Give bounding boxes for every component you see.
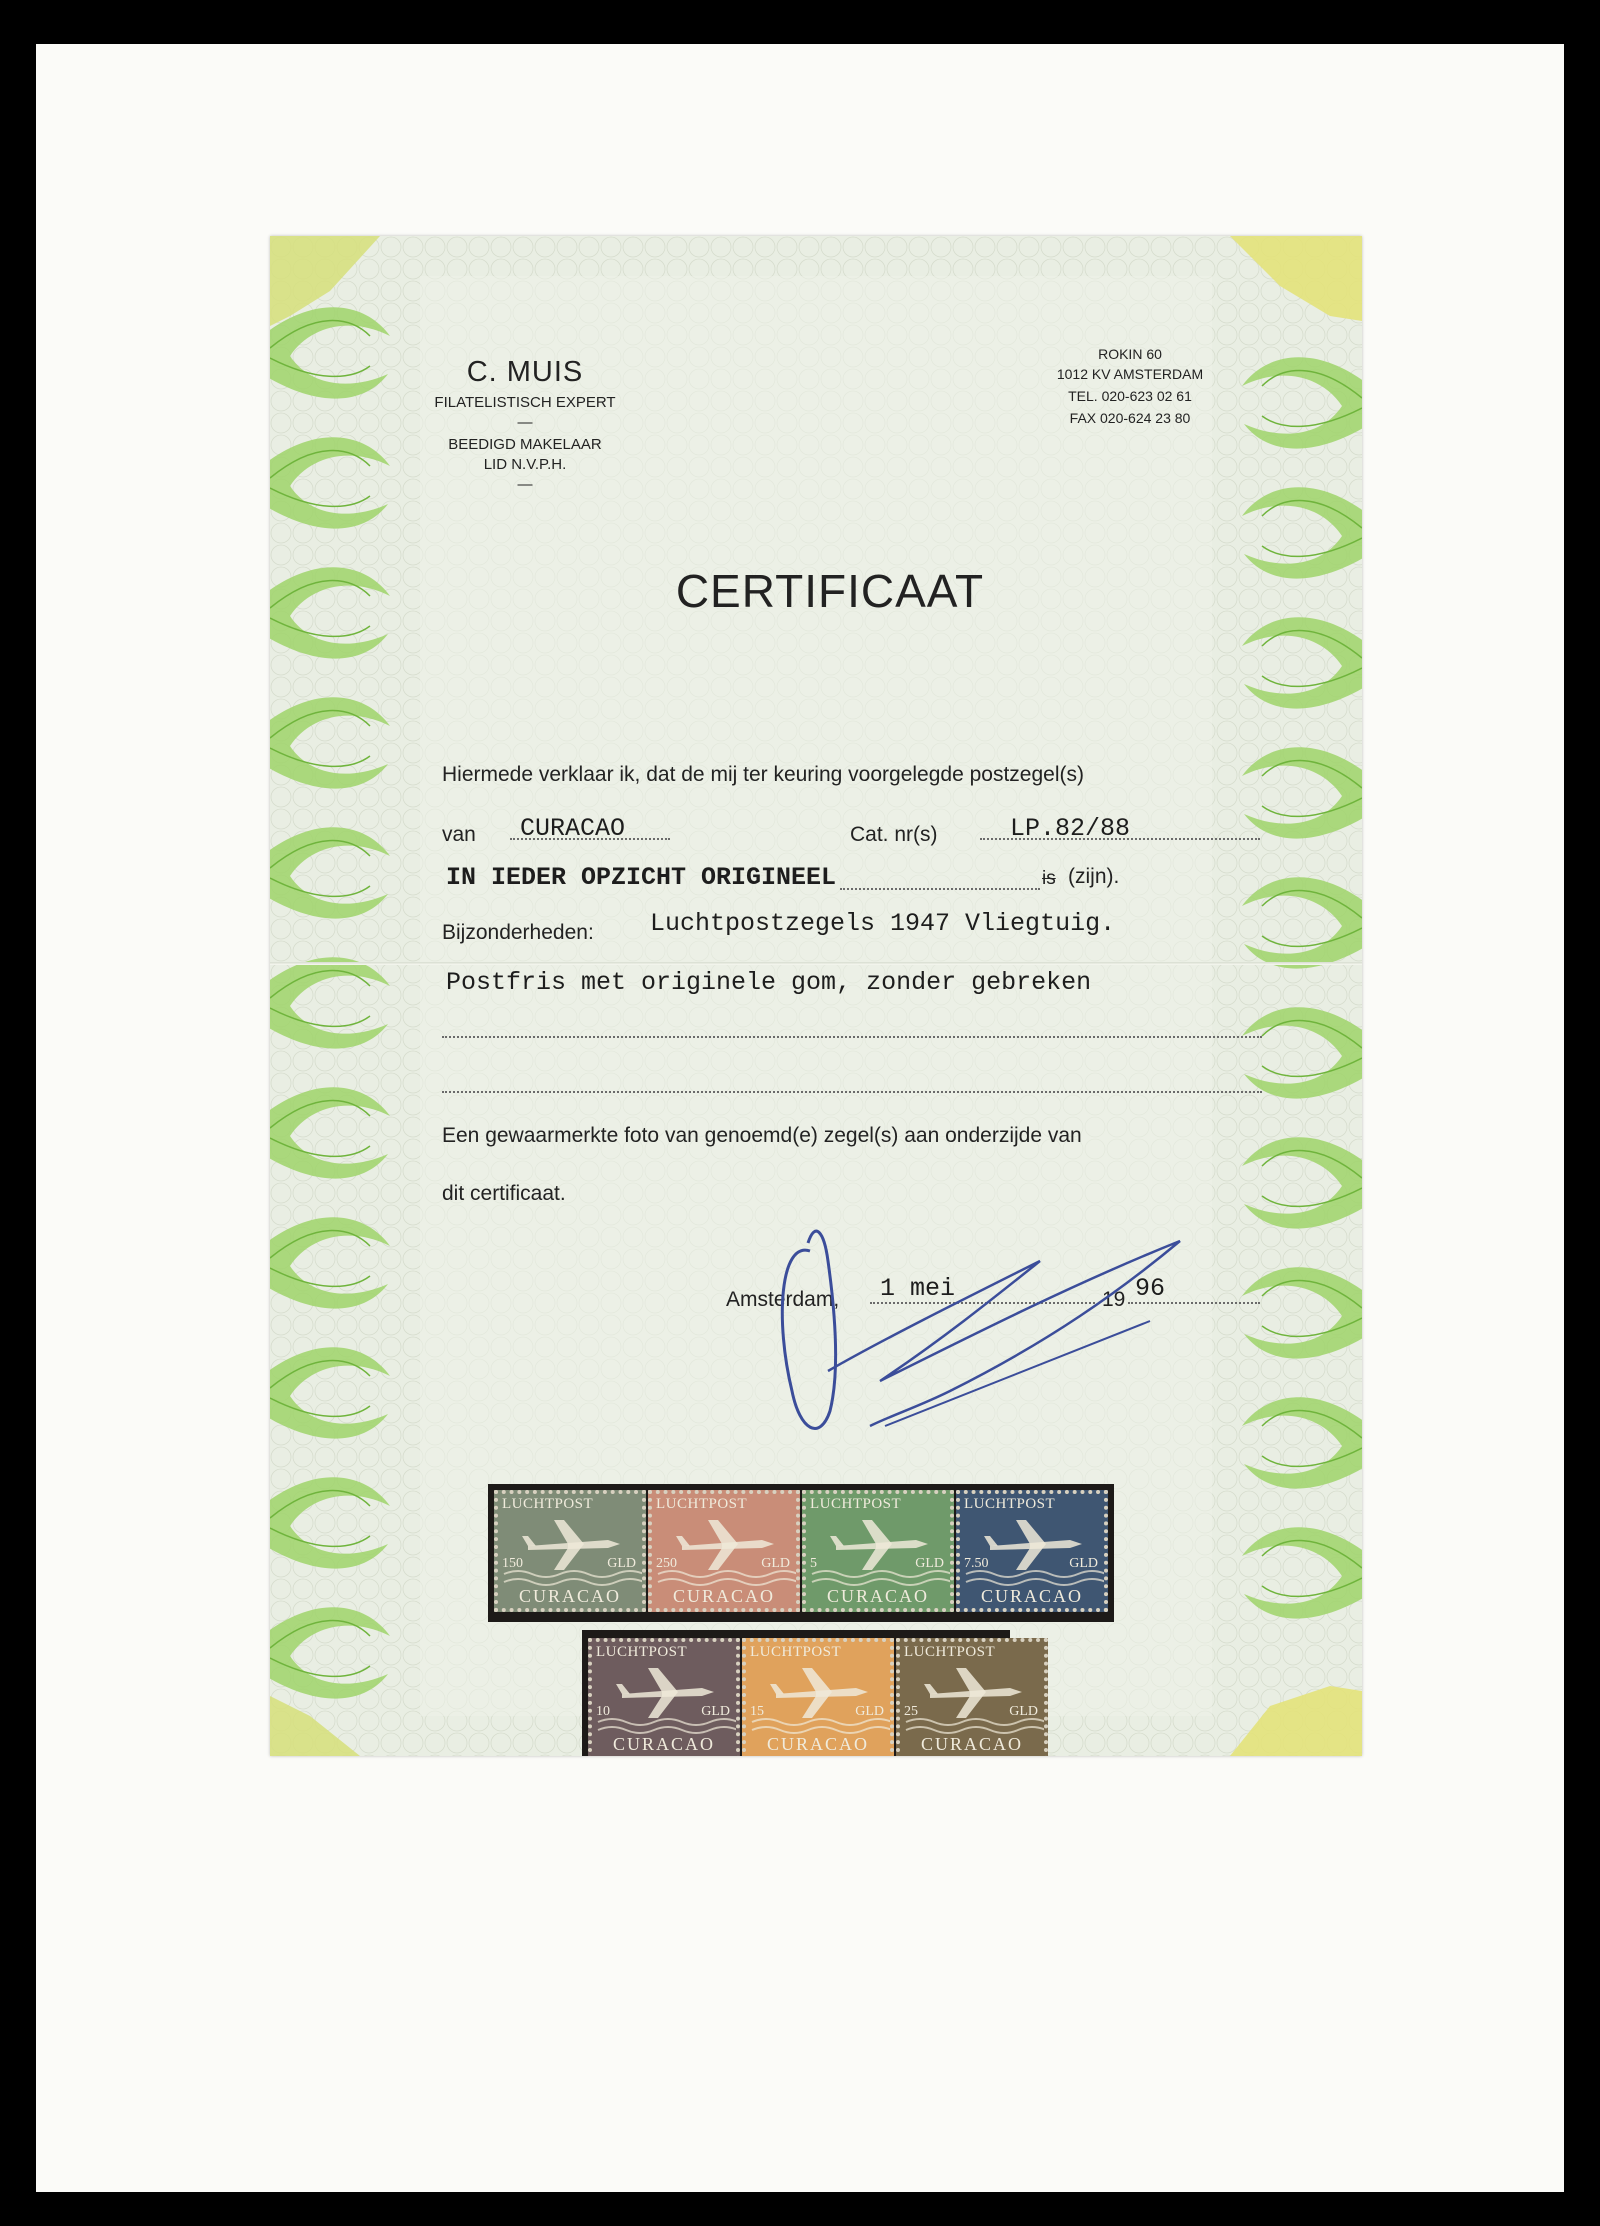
empty-line-dots	[442, 1091, 1262, 1093]
stamp-value: 250	[656, 1556, 677, 1571]
van-label: van	[442, 823, 476, 846]
stamp-header: LUCHTPOST	[904, 1644, 996, 1660]
stamp-header: LUCHTPOST	[656, 1496, 748, 1512]
intro-text: Hiermede verklaar ik, dat de mij ter keuring voorgelegde postzegel(s)	[442, 763, 1084, 786]
country-dots	[510, 838, 670, 840]
stamp-currency: GLD	[915, 1556, 944, 1571]
details-line2: Postfris met originele gom, zonder gebreken	[446, 968, 1092, 997]
airmail-stamp	[494, 1490, 646, 1612]
issuer-name: C. MUIS	[466, 356, 584, 388]
stamp-currency: GLD	[607, 1556, 636, 1571]
country-value: CURACAO	[520, 814, 626, 843]
zijn-label: (zijn).	[1068, 865, 1120, 888]
photo-note-line2: dit certificaat.	[442, 1182, 566, 1205]
airmail-stamp	[588, 1638, 740, 1756]
airmail-stamp	[802, 1490, 954, 1612]
address-street: ROKIN 60	[1098, 346, 1162, 362]
stamp-footer: CURACAO	[672, 1586, 775, 1606]
stamp-value: 150	[502, 1556, 523, 1571]
stamp-header: LUCHTPOST	[596, 1644, 688, 1660]
stamp-header: LUCHTPOST	[964, 1496, 1056, 1512]
details-line1: Luchtpostzegels 1947 Vliegtuig.	[650, 909, 1116, 938]
airmail-stamp	[648, 1490, 800, 1612]
airmail-stamp	[956, 1490, 1108, 1612]
expert-signature	[720, 1191, 1220, 1491]
stamp-header: LUCHTPOST	[502, 1496, 594, 1512]
stamp-footer: CURACAO	[920, 1734, 1023, 1754]
stamp-value: 10	[596, 1704, 610, 1719]
stamp-footer: CURACAO	[518, 1586, 621, 1606]
stamp-footer: CURACAO	[826, 1586, 929, 1606]
place-label: Amsterdam,	[726, 1288, 840, 1311]
stamp-footer: CURACAO	[766, 1734, 869, 1754]
certificate-sheet	[270, 236, 1362, 1756]
issuer-member: LID N.V.P.H.	[483, 456, 567, 473]
stamp-footer: CURACAO	[980, 1586, 1083, 1606]
date-year: 96	[1135, 1274, 1166, 1303]
empty-line-dots	[442, 1036, 1262, 1038]
issuer-title: FILATELISTISCH EXPERT	[434, 394, 616, 411]
date-century: 19	[1102, 1288, 1126, 1311]
airmail-stamp	[896, 1638, 1048, 1756]
stamp-header: LUCHTPOST	[750, 1644, 842, 1660]
stamp-currency: GLD	[1009, 1704, 1038, 1719]
cat-value: LP.82/88	[1010, 814, 1131, 843]
stamp-header: LUCHTPOST	[810, 1496, 902, 1512]
fold-line	[270, 962, 1362, 965]
photo-note-line1: Een gewaarmerkte foto van genoemd(e) zegel(s) aan onderzijde van	[442, 1124, 1082, 1147]
verdict-value: IN IEDER OPZICHT ORIGINEEL	[446, 863, 837, 892]
address-tel: TEL. 020-623 02 61	[1068, 388, 1192, 404]
cat-label: Cat. nr(s)	[850, 823, 938, 846]
stamp-currency: GLD	[855, 1704, 884, 1719]
issuer-divider: —	[517, 414, 533, 431]
stamp-currency: GLD	[701, 1704, 730, 1719]
stamp-currency: GLD	[1069, 1556, 1098, 1571]
stamp-value: 25	[904, 1704, 918, 1719]
stamp-footer: CURACAO	[612, 1734, 715, 1754]
struck-is: is	[1042, 868, 1056, 889]
certificate-title: CERTIFICAAT	[675, 565, 985, 617]
date-day-month: 1 mei	[880, 1274, 956, 1303]
details-label: Bijzonderheden:	[442, 921, 594, 944]
address-fax: FAX 020-624 23 80	[1069, 410, 1191, 426]
stamp-value: 7.50	[964, 1556, 989, 1571]
cat-dots	[980, 838, 1260, 840]
stamp-value: 5	[810, 1556, 817, 1571]
issuer-divider: —	[517, 476, 533, 493]
address-city: 1012 KV AMSTERDAM	[1056, 366, 1204, 382]
issuer-broker: BEEDIGD MAKELAAR	[448, 436, 602, 453]
airmail-stamp	[742, 1638, 894, 1756]
verdict-dots	[840, 888, 1040, 890]
stamp-value: 15	[750, 1704, 764, 1719]
stamp-currency: GLD	[761, 1556, 790, 1571]
